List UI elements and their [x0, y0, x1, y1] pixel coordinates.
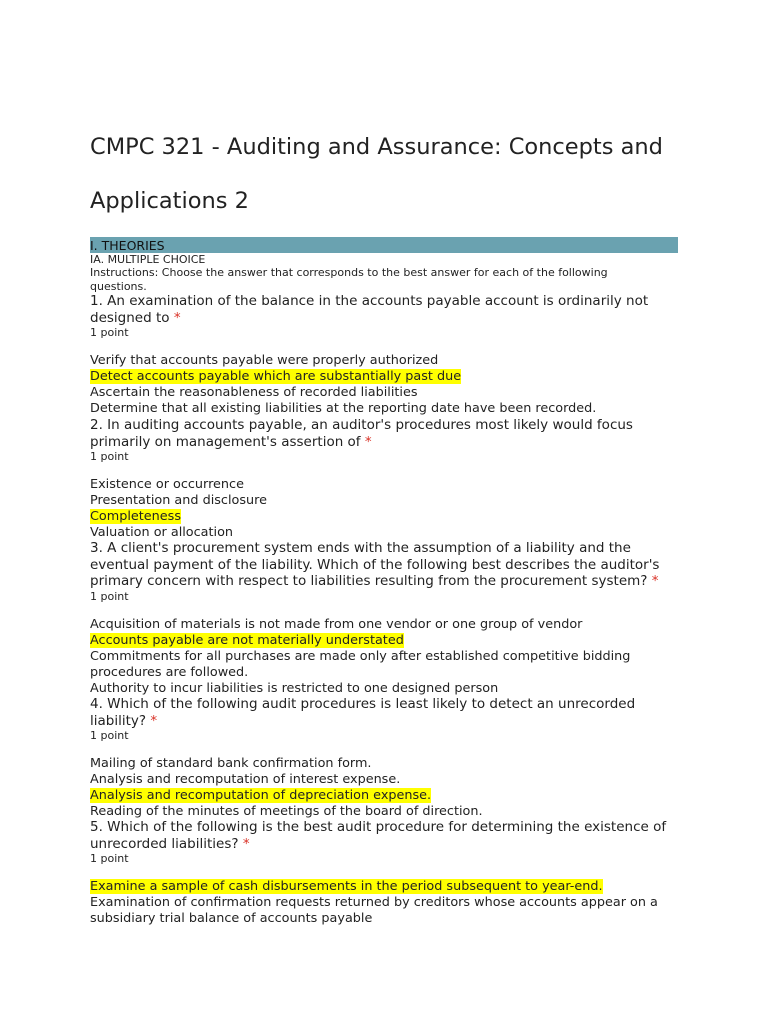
- answer-option[interactable]: [90, 369, 680, 385]
- title-line-2: Applications 2: [90, 188, 249, 214]
- answer-option[interactable]: Acquisition of materials is not made from one vendor or one group of vendor: [90, 616, 583, 632]
- required-asterisk: *: [364, 433, 372, 450]
- question-3: [90, 540, 680, 697]
- points-label: 1 point: [90, 852, 129, 865]
- answer-option[interactable]: Presentation and disclosure: [90, 493, 267, 508]
- subsection-label: IA. MULTIPLE CHOICE: [90, 253, 206, 266]
- points-label: 1 point: [90, 589, 129, 603]
- question-text: 1. An examination of the balance in the accounts payable account is ordinarily not designed to *: [90, 293, 649, 326]
- answer-option[interactable]: Examination of confirmation requests returned by creditors whose accounts appear on a subsidiary trial balance of accounts payable: [90, 895, 658, 926]
- answer-option[interactable]: [90, 879, 680, 895]
- question-text: 5. Which of the following is the best audit procedure for determining the existence of unrecorded liabilities? *: [90, 819, 667, 852]
- required-asterisk: *: [651, 573, 659, 589]
- answer-option[interactable]: [90, 788, 680, 804]
- question-text: 3. A client's procurement system ends with the assumption of a liability and the eventual payment of the liability. Which of the following best describes the auditor's primary concern with respect to liabilities resulting from the procurement system? *: [90, 540, 660, 589]
- required-asterisk: *: [173, 309, 181, 326]
- question-text: 4. Which of the following audit procedures is least likely to detect an unrecorded liability? *: [90, 696, 636, 729]
- points-label: 1 point: [90, 326, 129, 339]
- question-text: 2. In auditing accounts payable, an auditor's procedures most likely would focus primarily on management's assertion of *: [90, 417, 633, 450]
- answer-option[interactable]: [90, 509, 680, 525]
- answer-option[interactable]: Analysis and recomputation of interest expense.: [90, 772, 401, 787]
- highlighted-answer: Analysis and recomputation of depreciation expense.: [90, 788, 432, 803]
- answer-option[interactable]: Authority to incur liabilities is restricted to one designed person: [90, 680, 499, 696]
- answer-option[interactable]: Mailing of standard bank confirmation form.: [90, 756, 372, 771]
- answer-option[interactable]: Valuation or allocation: [90, 525, 234, 540]
- points-label: 1 point: [90, 450, 129, 463]
- highlighted-answer: Detect accounts payable which are substantially past due: [90, 369, 462, 384]
- highlighted-answer: Accounts payable are not materially understated: [90, 632, 404, 648]
- title-line-1: CMPC 321 - Auditing and Assurance: Concepts and: [90, 134, 663, 160]
- question-2: [90, 417, 680, 541]
- question-1: [90, 293, 680, 417]
- instructions: Instructions: Choose the answer that corresponds to the best answer for each of the following questions.: [90, 266, 608, 293]
- required-asterisk: *: [242, 835, 250, 852]
- answer-option[interactable]: Verify that accounts payable were properly authorized: [90, 353, 439, 368]
- highlighted-answer: Examine a sample of cash disbursements in the period subsequent to year-end.: [90, 879, 603, 894]
- answer-option[interactable]: [90, 633, 680, 649]
- answer-option[interactable]: Existence or occurrence: [90, 477, 244, 492]
- section-header: I. THEORIES: [90, 237, 678, 253]
- question-5: [90, 819, 680, 927]
- highlighted-answer: Completeness: [90, 509, 181, 524]
- page-title: [90, 120, 690, 228]
- answer-option[interactable]: Commitments for all purchases are made only after established competitive bidding procedures are followed.: [90, 648, 631, 680]
- answer-option[interactable]: Ascertain the reasonableness of recorded liabilities: [90, 385, 418, 400]
- answer-option[interactable]: Reading of the minutes of meetings of the board of direction.: [90, 804, 483, 819]
- points-label: 1 point: [90, 729, 129, 742]
- question-4: [90, 696, 680, 820]
- required-asterisk: *: [150, 712, 158, 729]
- answer-option[interactable]: Determine that all existing liabilities at the reporting date have been recorded.: [90, 401, 597, 416]
